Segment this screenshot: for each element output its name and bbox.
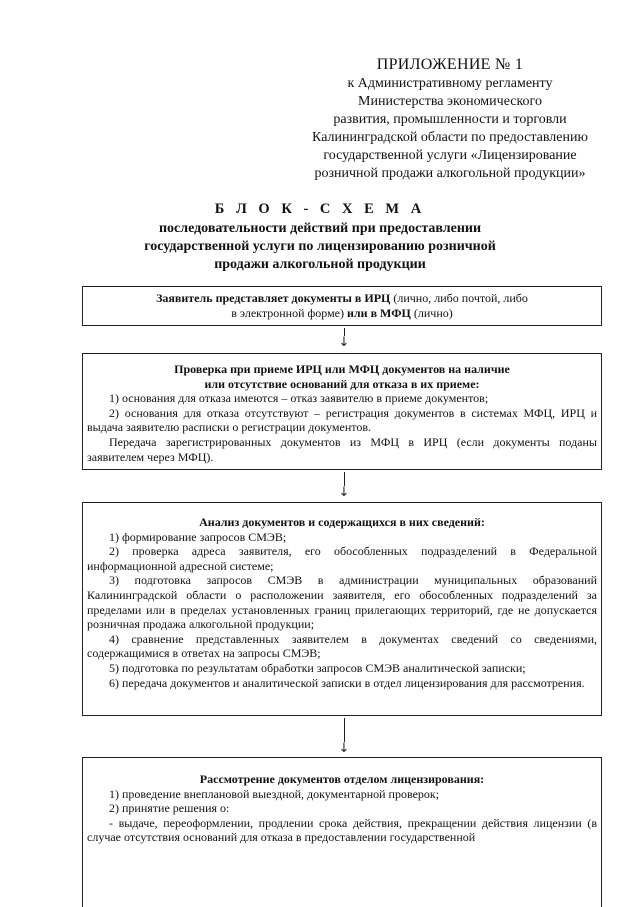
step-item: 1) формирование запросов СМЭВ; [109,529,287,544]
step-item: 2) основания для отказа отсутствуют – регистрация документов в системах МФЦ, ИРЦ и выдача заявителю расписки о регистрации документов. [87,405,597,435]
submission-line-1 [91,291,593,306]
step-item: 5) подготовка по результатам обработки запросов СМЭВ аналитической записки; [109,660,526,675]
arrow-down-icon: ↓ [338,335,350,350]
step-item: 1) проведение внеплановой выездной, документарной проверок; [109,786,440,801]
appendix-line: к Административному регламенту [347,76,553,91]
step-title: Анализ документов и содержащихся в них сведений: [199,515,485,529]
submission-text: в электронной форме) [231,305,348,320]
step-title: или отсутствие оснований для отказа в их приеме: [204,376,480,391]
appendix-title: ПРИЛОЖЕНИЕ № 1 [376,56,524,73]
arrow-shaft [344,718,345,742]
submission-bold: или в МФЦ [347,305,411,320]
step-box-analysis [82,502,602,716]
step-item: - выдаче, переоформлении, продлении срока действия, прекращении действия лицензии (в случае отсутствия оснований для отказа в предоставлении государственной [87,815,597,845]
step-box-intake-check [82,353,602,470]
flowchart-subtitle-line: государственной услуги по лицензированию розничной [144,239,496,254]
appendix-header [290,56,610,183]
step-item: Передача зарегистрированных документов из МФЦ в ИРЦ (если документы поданы заявителем через МФЦ). [87,434,597,464]
flowchart-subtitle-line: последовательности действий при предоставлении [158,221,482,236]
flow-arrow-down [336,328,352,350]
step-item: 4) сравнение представленных заявителем в документах сведений со сведениями, содержащимися в ответах на запросы СМЭВ; [87,631,597,661]
appendix-line: Калининградской области по предоставлению [312,130,588,145]
flow-arrow-down [336,472,352,500]
arrow-shaft [344,472,345,486]
submission-text: (лично) [410,305,453,320]
step-title: Проверка при приеме ИРЦ или МФЦ документов на наличие [174,362,510,376]
flow-arrow-down [336,718,352,756]
appendix-line: государственной услуги «Лицензирование [323,148,577,163]
step-item: 2) проверка адреса заявителя, его обособленных подразделений в Федеральной информационной адресной системе; [87,544,597,573]
step-item: 3) подготовка запросов СМЭВ в администрации муниципальных образований Калининградской области о расположении заявителя, его обособленных подразделений за пределами или в пределах установленных границ прилегающих территорий, где не допускается розничная продажа алкогольной продукции; [87,573,597,632]
appendix-line: розничной продажи алкогольной продукции» [314,166,586,181]
arrow-down-icon: ↓ [338,741,350,756]
step-item: 2) принятие решения о: [109,801,230,816]
submission-text: (лично, либо почтой, либо [390,291,528,305]
flowchart-title: Б Л О К - С Х Е М А [214,201,426,217]
arrow-down-icon: ↓ [338,485,350,500]
step-box-submission [82,286,602,326]
flowchart-heading [100,200,540,274]
step-item: 6) передача документов и аналитической записки в отдел лицензирования для рассмотрения. [109,675,585,690]
submission-line-2 [91,306,593,321]
step-item: 1) основания для отказа имеются – отказ заявителю в приеме документов; [109,391,489,406]
appendix-line: развития, промышленности и торговли [333,112,567,127]
step-title: Рассмотрение документов отделом лицензирования: [199,772,485,786]
step-box-review [82,757,602,907]
submission-bold: Заявитель представляет документы в ИРЦ [156,291,391,305]
appendix-line: Министерства экономического [358,94,542,109]
flowchart-subtitle-line: продажи алкогольной продукции [214,257,426,272]
